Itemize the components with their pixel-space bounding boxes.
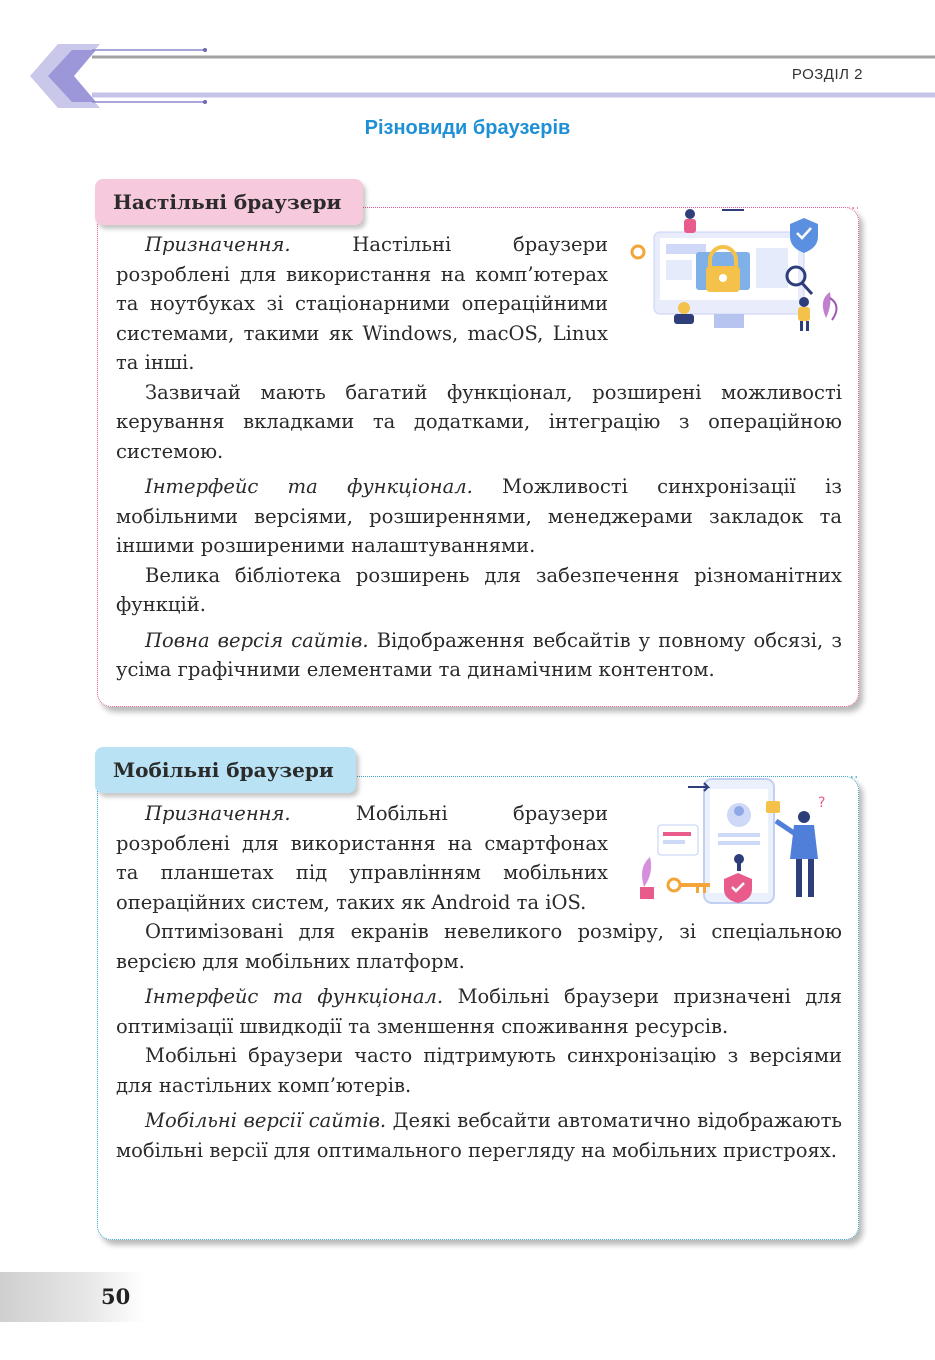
mobile-paragraph-4: Мобільні браузери часто підтримують синхронізацію з версіями для настільних комп’ютерів. xyxy=(116,1044,842,1097)
mobile-paragraph-2: Оптимізовані для екранів невеликого розміру, зі спеціальною версією для мобільних платформ. xyxy=(116,920,842,973)
desktop-paragraph-4: Велика бібліотека розширень для забезпечення різноманітних функцій. xyxy=(116,563,842,616)
svg-text:?: ? xyxy=(818,795,826,811)
desktop-purpose-lead: Призначення. xyxy=(145,233,291,256)
desktop-browsers-box xyxy=(97,207,859,707)
mobile-security-illustration xyxy=(626,777,848,905)
page-title: Різновиди браузерів xyxy=(364,117,571,139)
mobile-sites-text: Деякі вебсайти автоматично відображають мобільні версії для оптимального перегляду на мобільних пристроях. xyxy=(116,1109,842,1162)
mobile-purpose-text: Мобільні браузери розроблені для використання на смартфонах та планшетах під управлінням мобільних операційних систем, таких як Android та iOS. xyxy=(116,802,608,914)
desktop-paragraph-3 xyxy=(116,472,842,561)
section-label: РОЗДІЛ 2 xyxy=(791,66,863,83)
desktop-paragraph-5 xyxy=(116,626,842,685)
desktop-browsers-heading: Настільні браузери xyxy=(95,179,363,225)
desktop-paragraph-2: Зазвичай мають багатий функціонал, розширені можливості керування вкладками та додатками, інтеграцію з операційною системою. xyxy=(116,380,842,463)
mobile-browsers-heading: Мобільні браузери xyxy=(95,747,356,793)
mobile-interface-lead: Інтерфейс та функціонал. xyxy=(145,985,444,1008)
mobile-paragraph-5 xyxy=(116,1106,842,1165)
page-number: 50 xyxy=(101,1284,131,1309)
mobile-purpose-lead: Призначення. xyxy=(145,802,291,825)
mobile-browsers-box xyxy=(97,776,859,1240)
mobile-sites-lead: Мобільні версії сайтів. xyxy=(145,1109,387,1132)
mobile-interface-text: Мобільні браузери призначені для оптимізації швидкодії та зменшення споживання ресурсів. xyxy=(116,985,842,1038)
desktop-purpose-text: Настільні браузери розроблені для використання на комп’ютерах та ноутбуках зі стаціонарними операційними системами, такими як Windows, macOS, Linux та інші. xyxy=(116,233,608,374)
mobile-paragraph-3 xyxy=(116,982,842,1041)
desktop-interface-lead: Інтерфейс та функціонал. xyxy=(145,475,473,498)
desktop-security-illustration xyxy=(626,208,848,334)
desktop-interface-text: Можливості синхронізації із мобільними версіями, розширеннями, менеджерами закладок та іншими розширеними налаштуваннями. xyxy=(116,475,842,557)
desktop-fullsite-text: Відображення вебсайтів у повному обсязі, з усіма графічними елементами та динамічним контентом. xyxy=(116,628,842,681)
desktop-fullsite-lead: Повна версія сайтів. xyxy=(145,628,369,652)
